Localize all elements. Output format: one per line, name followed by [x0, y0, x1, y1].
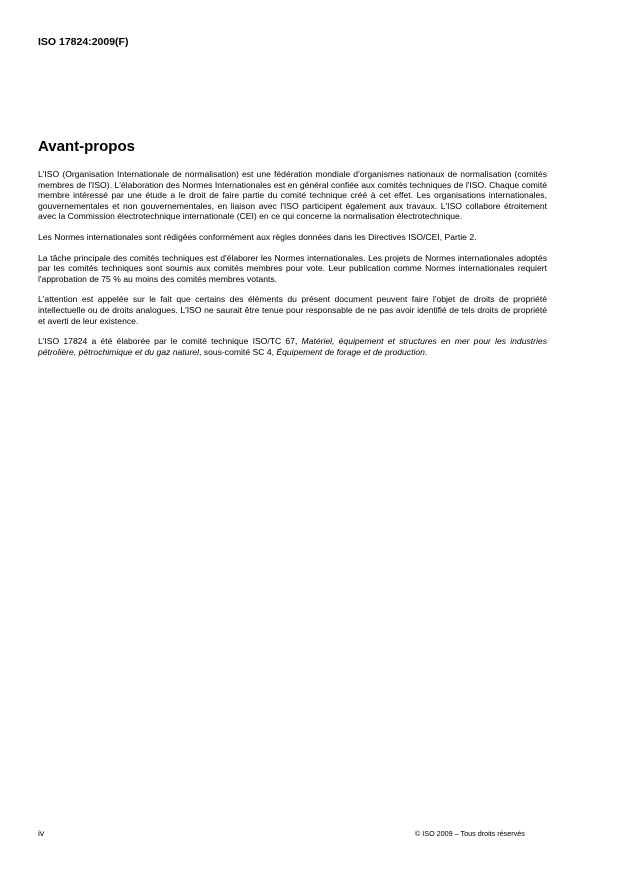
paragraph-5	[38, 336, 547, 357]
section-title: Avant-propos	[38, 138, 135, 155]
paragraph-3: La tâche principale des comités techniques est d'élaborer les Normes internationales. Les projets de Normes internationales adoptés par les comités techniques sont soumis aux comités membres pour vote. Leur publication comme Normes internationales requiert l'approbation de 75 % au moins des comités membres votants.	[38, 252, 547, 284]
paragraph-5-text-1: L'ISO 17824 a été élaborée par le comité technique ISO/TC 67,	[38, 336, 302, 347]
page-number: iv	[38, 828, 45, 838]
committee-title: Matériel, équipement et structures en mer pour les industries pétrolière, pétrochimique et du gaz naturel	[38, 336, 548, 357]
paragraph-1: L'ISO (Organisation Internationale de normalisation) est une fédération mondiale d'organismes nationaux de normalisation (comités membres de l'ISO). L'élaboration des Normes Internationales est en général confiée aux comités techniques de l'ISO. Chaque comité membre intéressé par une étude a le droit de faire partie du comité technique créé à cet effet. Les organisations internationales, gouvernementales et non gouvernementales, en liaison avec l'ISO participent également aux travaux. L'ISO collabore étroitement avec la Commission électrotechnique internationale (CEI) en ce qui concerne la normalisation électrotechnique.	[38, 169, 547, 222]
paragraph-5-text-2: , sous-comité SC 4,	[199, 346, 277, 357]
paragraph-5-text-3: .	[424, 346, 428, 357]
document-id-header: ISO 17824:2009(F)	[38, 36, 129, 48]
subcommittee-title: Équipement de forage et de production	[276, 346, 425, 357]
paragraph-2: Les Normes internationales sont rédigées conformément aux règles données dans les Directives ISO/CEI, Partie 2.	[38, 231, 477, 242]
foreword-section	[38, 138, 547, 367]
paragraph-4: L'attention est appelée sur le fait que certains des éléments du présent document peuvent faire l'objet de droits de propriété intellectuelle ou de droits analogues. L'ISO ne saurait être tenue pour responsable de ne pas avoir identifié de tels droits de propriété et averti de leur existence.	[38, 294, 547, 326]
copyright-notice: © ISO 2009 – Tous droits réservés	[415, 829, 525, 838]
